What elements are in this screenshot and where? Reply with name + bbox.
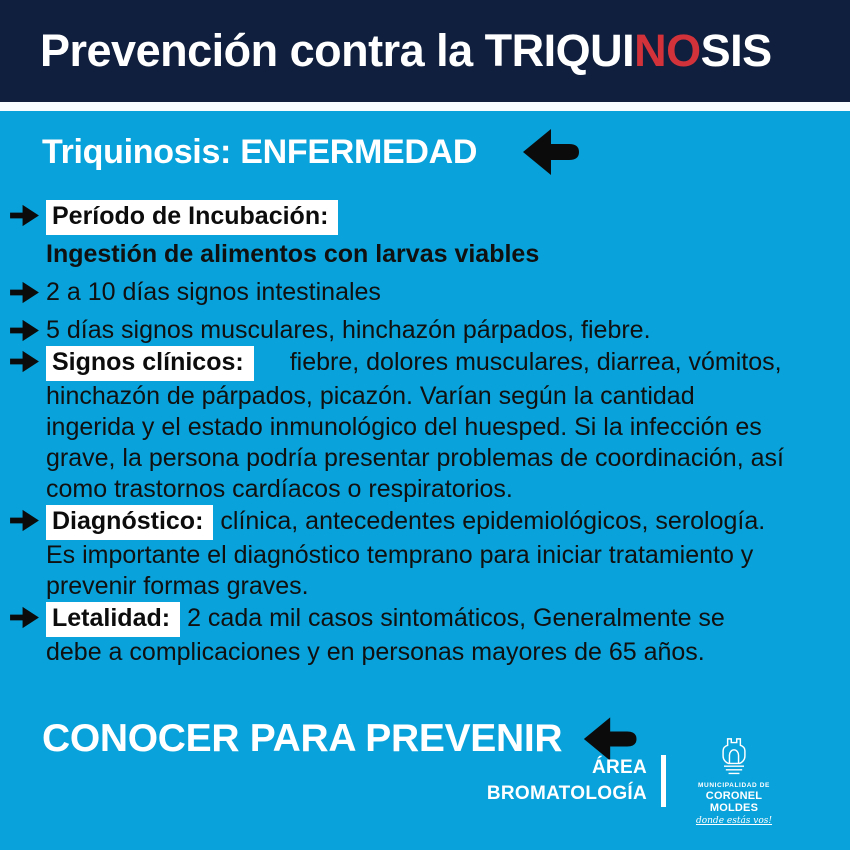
bullet-incubation-content bbox=[46, 200, 539, 270]
slogan-title: CONOCER PARA PREVENIR bbox=[42, 717, 563, 760]
bullet-incubation bbox=[8, 200, 850, 270]
lethality-text: 2 cada mil casos sintomáticos, Generalmente se debe a complicaciones y en personas mayores de 65 años. bbox=[46, 604, 725, 666]
arrow-left-icon bbox=[521, 128, 587, 176]
signs-label: Signos clínicos: bbox=[46, 346, 254, 381]
diagnosis-text: clínica, antecedentes epidemiológicos, serología. Es importante el diagnóstico temprano para iniciar tratamiento y prevenir formas graves. bbox=[46, 507, 766, 600]
signs-paragraph bbox=[46, 346, 786, 505]
area-label bbox=[487, 755, 647, 807]
area-line2: BROMATOLOGÍA bbox=[486, 783, 647, 804]
brand-divider bbox=[661, 755, 666, 807]
poster-title-highlight: NO bbox=[634, 25, 701, 76]
bullet-signs bbox=[8, 346, 850, 505]
muscular-text: 5 días signos musculares, hinchazón párpados, fiebre. bbox=[46, 316, 651, 344]
incubation-label: Período de Incubación: bbox=[46, 200, 338, 235]
header-divider bbox=[0, 102, 850, 111]
signs-text: fiebre, dolores musculares, diarrea, vómitos, hinchazón de párpados, picazón. Varían según la cantidad ingerida y el estado inmunológico del huesped. Si la infección es grave, la persona podría presentar problemas de coordinación, así como trastornos cardíacos o respiratorios. bbox=[46, 348, 784, 503]
municipality-logo bbox=[682, 736, 786, 826]
coronel-moldes-emblem-icon bbox=[714, 736, 754, 780]
arrow-right-icon bbox=[8, 349, 41, 374]
brand-footer bbox=[487, 736, 786, 826]
poster-title-prefix: Prevención contra la TRIQUI bbox=[40, 25, 635, 76]
poster-title bbox=[40, 25, 772, 77]
header-banner bbox=[0, 0, 850, 102]
arrow-right-icon bbox=[8, 318, 41, 343]
arrow-right-icon bbox=[8, 203, 41, 228]
content-bullets bbox=[8, 200, 850, 668]
logo-line2: CORONEL MOLDES bbox=[705, 790, 763, 814]
bullet-diagnosis bbox=[8, 505, 850, 602]
logo-tagline: donde estás vos! bbox=[695, 816, 773, 826]
incubation-subline: Ingestión de alimentos con larvas viables bbox=[46, 240, 540, 268]
arrow-right-icon bbox=[8, 280, 41, 305]
diagnosis-paragraph bbox=[46, 505, 786, 602]
arrow-right-icon bbox=[8, 508, 41, 533]
bullet-muscular bbox=[8, 315, 850, 346]
bullet-lethality bbox=[8, 602, 850, 668]
diagnosis-label: Diagnóstico: bbox=[46, 505, 213, 540]
section-title: Triquinosis: ENFERMEDAD bbox=[42, 132, 478, 171]
lethality-paragraph bbox=[46, 602, 786, 668]
intestinal-text: 2 a 10 días signos intestinales bbox=[46, 278, 381, 306]
lethality-label: Letalidad: bbox=[46, 602, 180, 637]
poster-title-suffix: SIS bbox=[700, 25, 772, 76]
area-line1: ÁREA bbox=[591, 757, 647, 778]
arrow-right-icon bbox=[8, 605, 41, 630]
bullet-intestinal bbox=[8, 277, 850, 308]
logo-line1: MUNICIPALIDAD DE bbox=[698, 782, 770, 789]
section-title-row bbox=[42, 128, 850, 176]
